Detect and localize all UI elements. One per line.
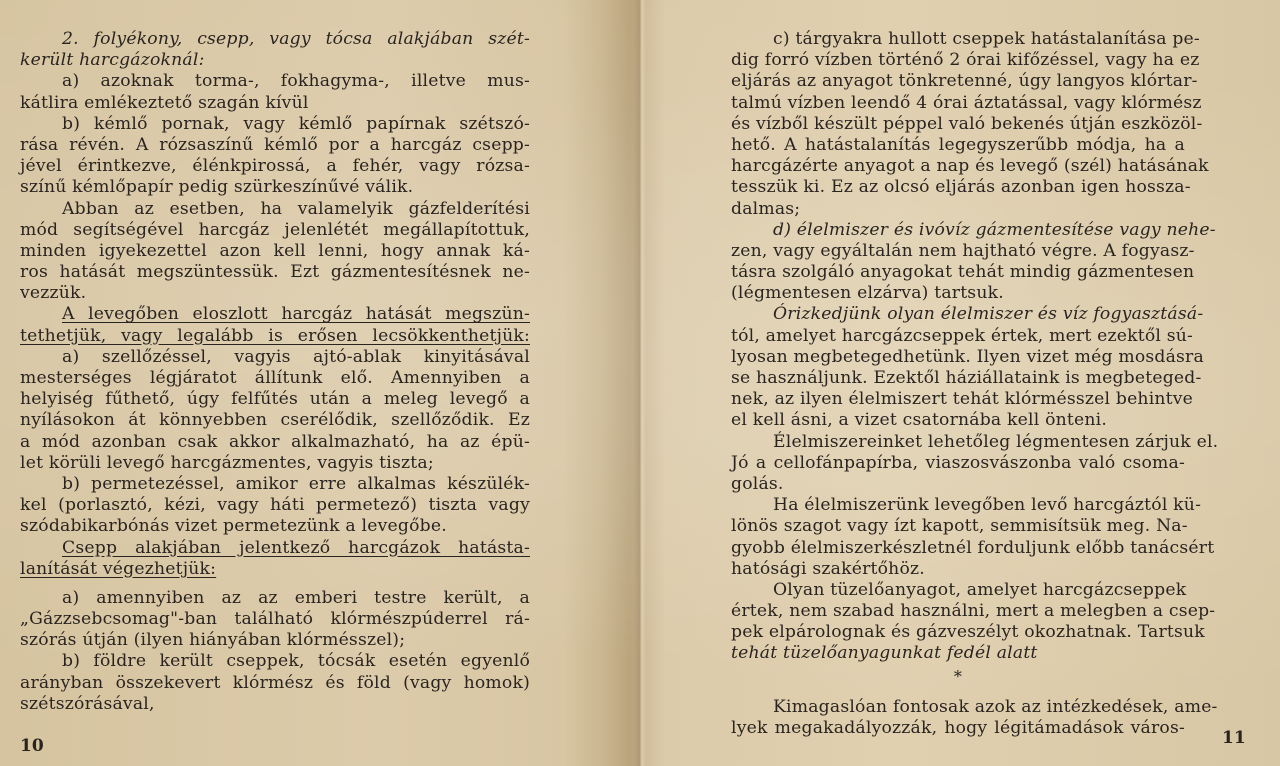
text-line: kátlira emlékeztető szagán kívül: [20, 92, 309, 113]
text-line: gyobb élelmiszerkészletnél forduljunk előbb tanácsért: [731, 537, 1215, 558]
text-line: golás.: [731, 473, 784, 494]
text-line: a) azoknak torma-, fokhagyma-, illetve mus-: [62, 71, 530, 92]
text-line: rása révén. A rózsaszínű kémlő por a harcgáz csepp-: [20, 134, 530, 155]
text-line: a mód azonban csak akkor alkalmazható, ha az épü-: [20, 431, 530, 452]
text-line: Órizkedjünk olyan élelmiszer és víz fogyasztásá-: [773, 304, 1204, 325]
text-line: és vízből készült péppel való bekenés útján eszközöl-: [731, 113, 1203, 134]
text-line: d) élelmiszer és ivóvíz gázmentesítése vagy nehe-: [773, 219, 1216, 240]
text-line: nyílásokon át könnyebben cserélődik, szellőződik. Ez: [20, 410, 530, 431]
text-line: szódabikarbónás vizet permetezünk a levegőbe.: [20, 516, 447, 537]
text-line: színű kémlőpapír pedig szürkeszínűvé válik.: [20, 177, 414, 198]
text-line: mesterséges légjáratot állítunk elő. Amennyiben a: [20, 368, 530, 388]
text-line: (légmentesen elzárva) tartsuk.: [731, 283, 1004, 304]
text-line: Olyan tüzelőanyagot, amelyet harcgázcseppek: [773, 579, 1187, 600]
text-line: let körüli levegő harcgázmentes, vagyis tiszta;: [20, 452, 434, 473]
text-line: harcgázérte anyagot a nap és levegő (szél) hatásának: [731, 156, 1209, 177]
text-line: tól, amelyet harcgázcseppek értek, mert ezektől sú-: [731, 325, 1194, 346]
text-line: b) permetezéssel, amikor erre alkalmas készülék-: [62, 473, 530, 494]
text-line: tethetjük, vagy legalább is erősen lecsökkenthetjük:: [20, 325, 530, 346]
text-line: lönös szagot vagy ízt kapott, semmisítsük meg. Na-: [731, 516, 1188, 537]
text-line: lanítását végezhetjük:: [20, 558, 217, 579]
text-line: hető. A hatástalanítás legegyszerűbb módja, ha a: [731, 134, 1185, 155]
paragraph-gap: [731, 689, 1185, 697]
text-line: se használjunk. Ezektől háziállataink is megbeteged-: [731, 368, 1202, 388]
text-line: arányban összekevert klórmész és föld (vagy homok): [20, 672, 530, 693]
text-line: 2. folyékony, csepp, vagy tócsa alakjában szét-: [62, 29, 530, 49]
text-line: tásra szolgáló anyagokat tehát mindig gázmentesen: [731, 262, 1195, 283]
right-page: [640, 0, 1280, 766]
text-line: nek, az ilyen élelmiszert tehát klórmésszel behintve: [731, 389, 1194, 410]
text-line: ros hatását megszüntessük. Ezt gázmentesítésnek ne-: [20, 262, 530, 283]
text-line: Ha élelmiszerünk levegőben levő harcgáztól kü-: [773, 495, 1202, 516]
text-line: tehát tüzelőanyagunkat fedél alatt: [731, 643, 1038, 664]
text-line: hatósági szakértőhöz.: [731, 558, 925, 579]
text-line: Kimagaslóan fontosak azok az intézkedések, ame-: [773, 696, 1218, 717]
text-line: c) tárgyakra hullott cseppek hatástalanítása pe-: [773, 29, 1200, 49]
text-line: lyek megakadályozzák, hogy légitámadások város-: [731, 717, 1185, 738]
text-line: lyosan megbetegedhetünk. Ilyen vizet még mosdásra: [731, 346, 1204, 367]
right-page-text: [731, 29, 1219, 739]
text-line: vezzük.: [20, 283, 87, 304]
page-number-right: 11: [1222, 728, 1246, 748]
paragraph-gap: [20, 580, 530, 588]
left-page-text: [20, 29, 530, 715]
text-line: került harcgázoknál:: [20, 50, 205, 71]
text-line: zen, vagy egyáltalán nem hajtható végre. A fogyasz-: [731, 240, 1195, 261]
text-line: jével érintkezve, élénkpirossá, a fehér, vagy rózsa-: [20, 156, 530, 177]
text-line: talmú vízben leendő 4 órai áztatással, vagy klórmész: [731, 92, 1202, 113]
text-line: dalmas;: [731, 198, 801, 219]
text-line: b) kémlő pornak, vagy kémlő papírnak szétszó-: [62, 113, 530, 134]
text-line: Csepp alakjában jelentkező harcgázok hatásta-: [62, 537, 530, 558]
section-divider-star: *: [953, 666, 963, 686]
text-line: tesszük ki. Ez az olcsó eljárás azonban igen hossza-: [731, 177, 1191, 198]
text-line: kel (porlasztó, kézi, vagy háti permetező) tiszta vagy: [20, 495, 530, 516]
text-line: minden igyekezettel azon kell lenni, hogy annak ká-: [20, 240, 530, 261]
text-line: el kell ásni, a vizet csatornába kell önteni.: [731, 410, 1108, 431]
text-line: eljárás az anyagot tönkretenné, úgy langyos klórtar-: [731, 71, 1198, 92]
text-line: Élelmiszereinket lehetőleg légmentesen zárjuk el.: [773, 431, 1219, 452]
text-line: Abban az esetben, ha valamelyik gázfelderítési: [62, 198, 530, 219]
text-line: szórás útján (ilyen hiányában klórmésszel);: [20, 630, 406, 651]
text-line: dig forró vízben történő 2 órai kifőzéssel, vagy ha ez: [731, 50, 1200, 71]
text-line: a) szellőzéssel, vagyis ajtó-ablak kinyitásával: [62, 346, 530, 367]
text-line: szétszórásával,: [20, 693, 155, 714]
text-line: pek elpárolognak és gázveszélyt okozhatnak. Tartsuk: [731, 622, 1205, 643]
text-line: mód segítségével harcgáz jelenlétét megállapítottuk,: [20, 219, 530, 240]
text-line: b) földre került cseppek, tócsák esetén egyenlő: [62, 651, 530, 672]
text-line: értek, nem szabad használni, mert a melegben a csep-: [731, 601, 1216, 622]
text-line: Jó a cellofánpapírba, viaszosvászonba való csoma-: [731, 452, 1185, 473]
text-line: helyiség fűthető, úgy felfűtés után a meleg levegő a: [20, 389, 530, 410]
page-number-left: 10: [20, 736, 44, 756]
text-line: „Gázzsebcsomag"-ban található klórmészpúderrel rá-: [20, 609, 530, 630]
text-line: a) amennyiben az az emberi testre került, a: [62, 587, 530, 608]
text-line: A levegőben eloszlott harcgáz hatását megszün-: [62, 304, 530, 325]
